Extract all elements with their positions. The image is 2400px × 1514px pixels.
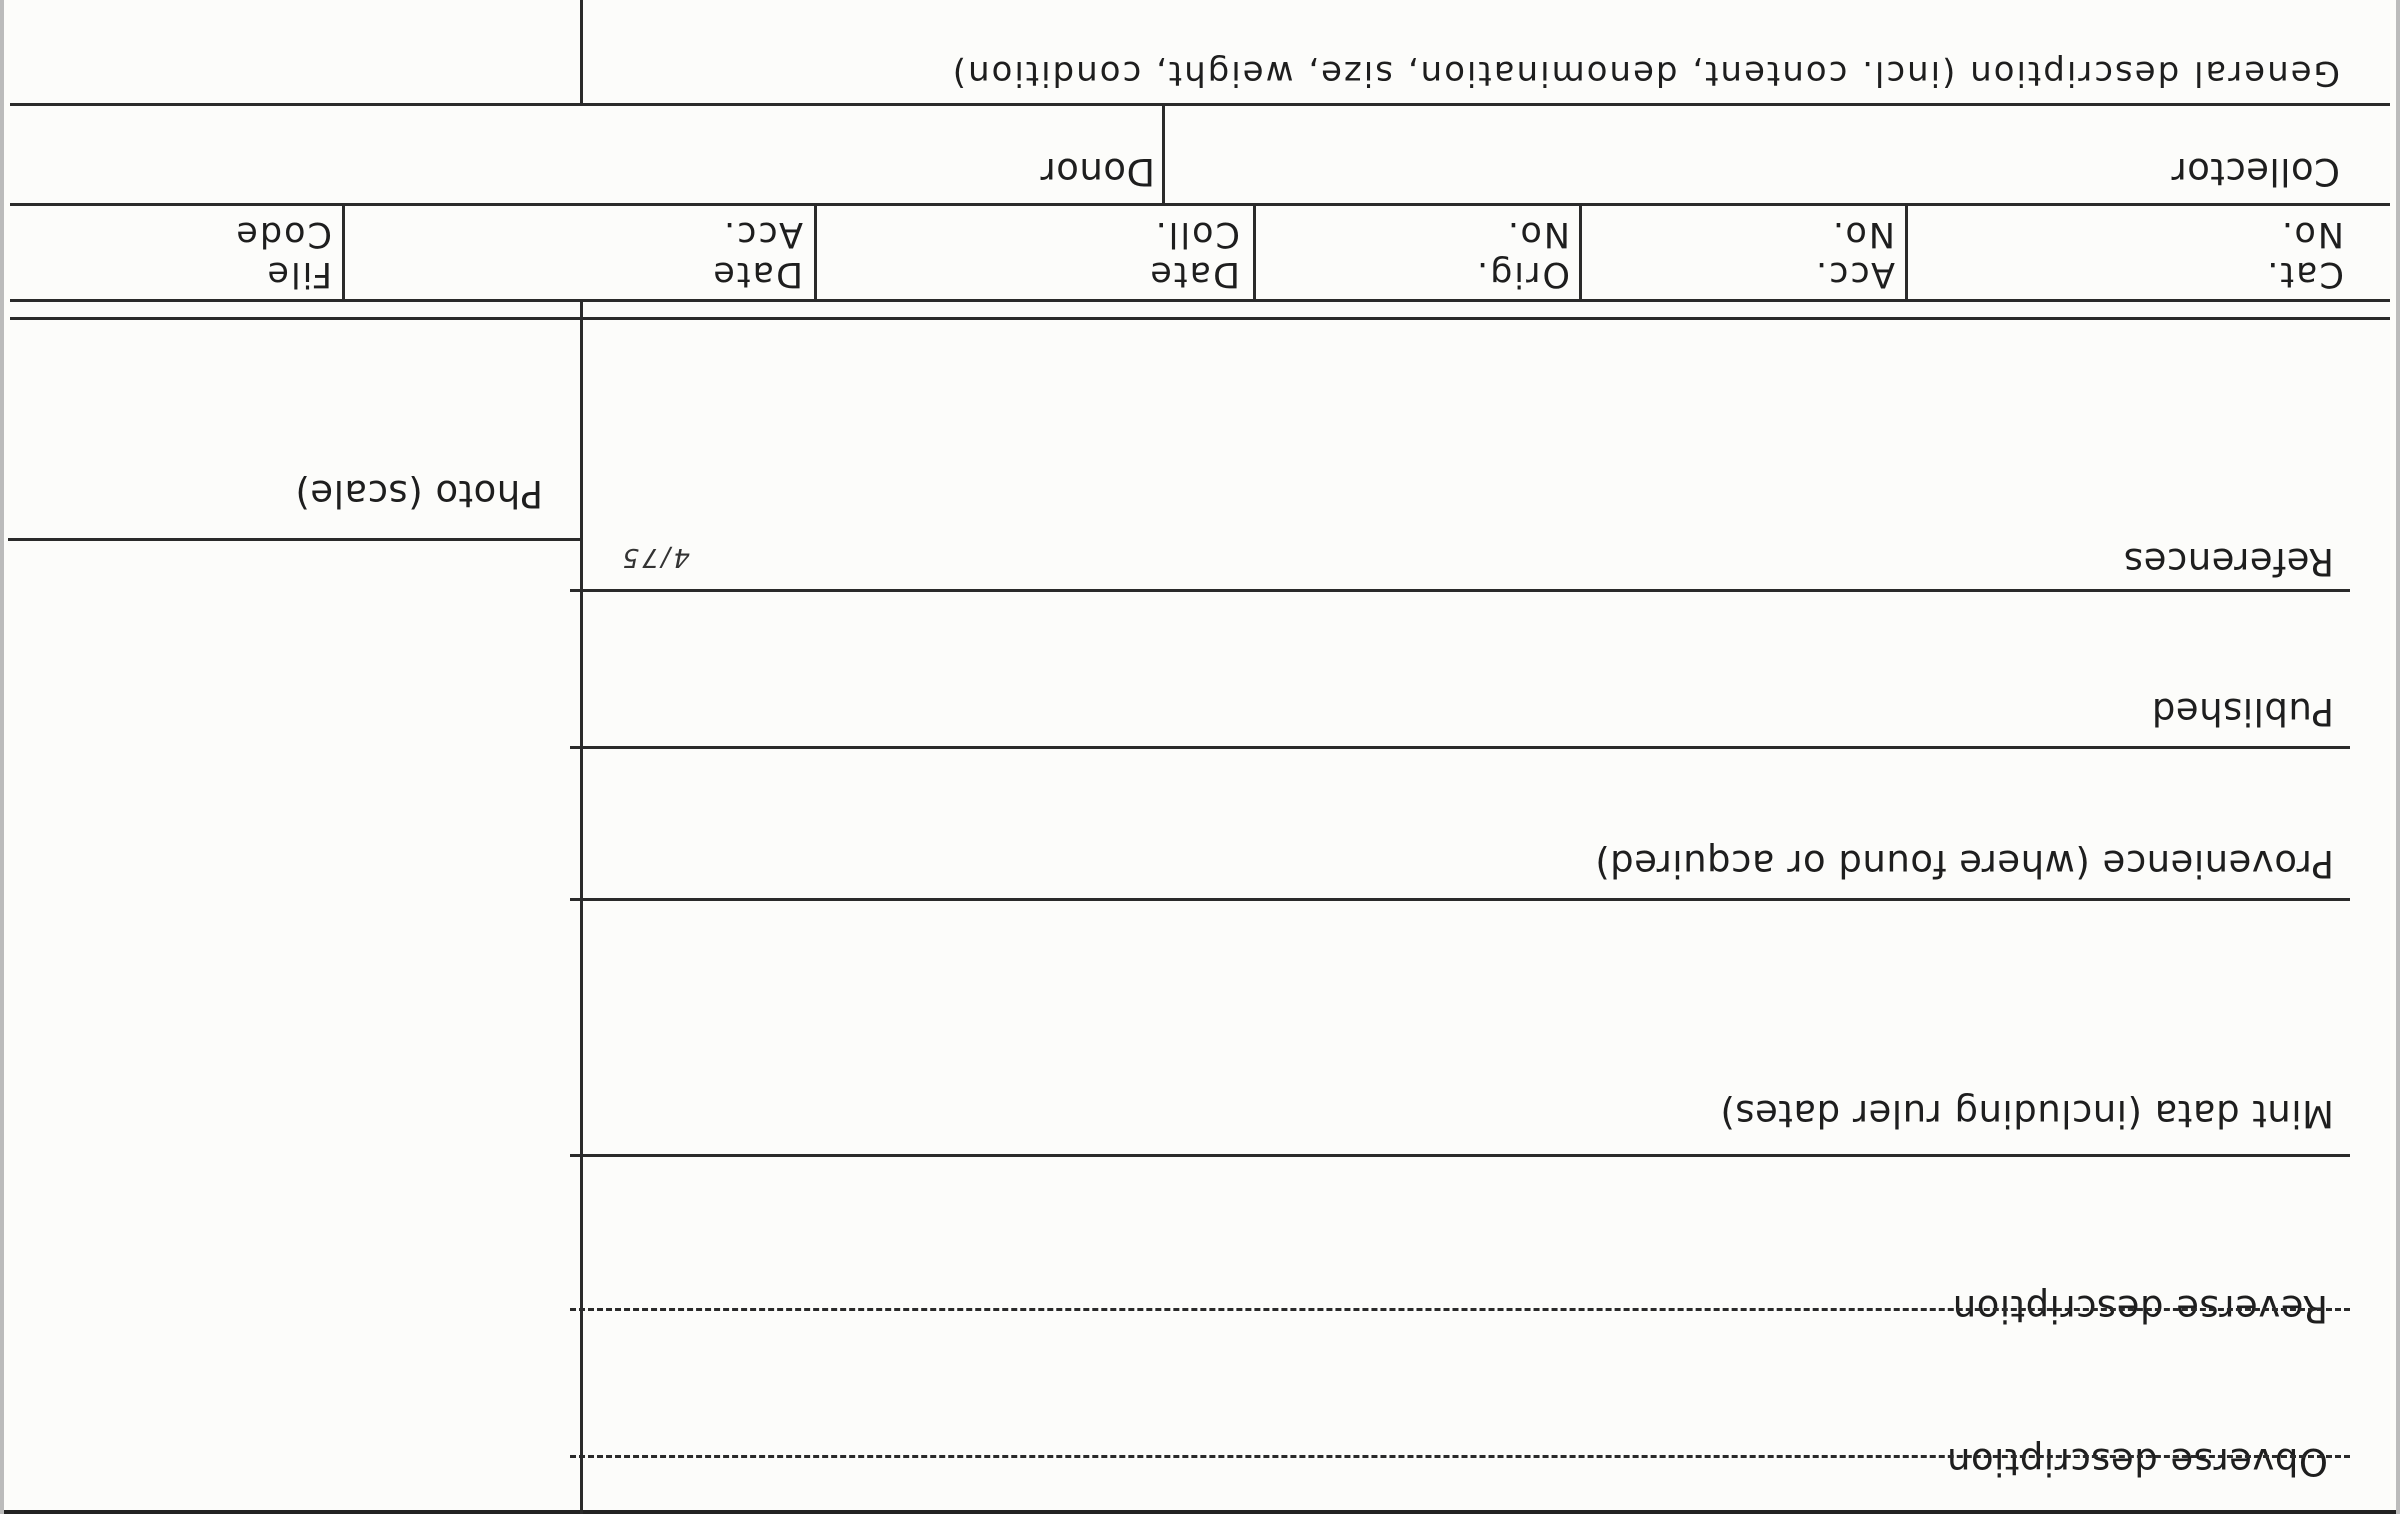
date-coll-label: Date Coll. <box>1148 213 1240 294</box>
published-label: Published <box>2151 690 2334 733</box>
general-description-label: General description (incl. content, denomination, size, weight, condition) <box>950 53 2340 93</box>
photo-column-divider <box>580 302 583 1514</box>
provenience-label: Provenience (where found or acquired) <box>1594 842 2334 885</box>
header-cell-divider <box>1579 206 1582 302</box>
obverse-description-label: Obverse description <box>1946 1440 2328 1483</box>
header-double-rule <box>10 317 2390 320</box>
reverse-dashed-line <box>570 1308 2350 1311</box>
provenience-divider <box>570 898 2350 901</box>
obverse-dashed-line <box>570 1455 2350 1458</box>
photo-top-rule <box>8 538 583 541</box>
donor-label: Donor <box>1040 150 1155 193</box>
mint-data-label: Mint data (including ruler dates) <box>1719 1092 2334 1135</box>
handwritten-date-note: 4/75 <box>619 542 690 572</box>
general-description-divider <box>580 0 583 106</box>
published-divider <box>570 746 2350 749</box>
general-description-rule <box>10 103 2390 106</box>
card-edge <box>0 0 4 1514</box>
header-cell-divider <box>1905 206 1908 302</box>
mint-divider <box>570 1154 2350 1157</box>
header-double-rule <box>10 299 2390 302</box>
header-cell-divider <box>1253 206 1256 302</box>
file-code-label: File Code <box>234 213 332 294</box>
header-cell-divider <box>342 206 345 302</box>
card-edge <box>2396 0 2400 1514</box>
collector-label: Collector <box>2171 150 2340 193</box>
orig-no-label: Orig. No. <box>1474 213 1570 294</box>
references-divider <box>570 589 2350 592</box>
header-cells-rule <box>10 203 2390 206</box>
references-label: References <box>2123 540 2334 583</box>
cat-no-label: Cat. No. <box>2265 213 2344 294</box>
header-cell-divider <box>814 206 817 302</box>
date-acc-label: Date Acc. <box>711 213 803 294</box>
reverse-description-label: Reverse description <box>1952 1287 2328 1330</box>
card-edge <box>0 1510 2400 1514</box>
collector-donor-divider <box>1162 106 1165 206</box>
acc-no-label: Acc. No. <box>1814 213 1895 294</box>
photo-scale-label: Photo (scale) <box>294 472 543 515</box>
